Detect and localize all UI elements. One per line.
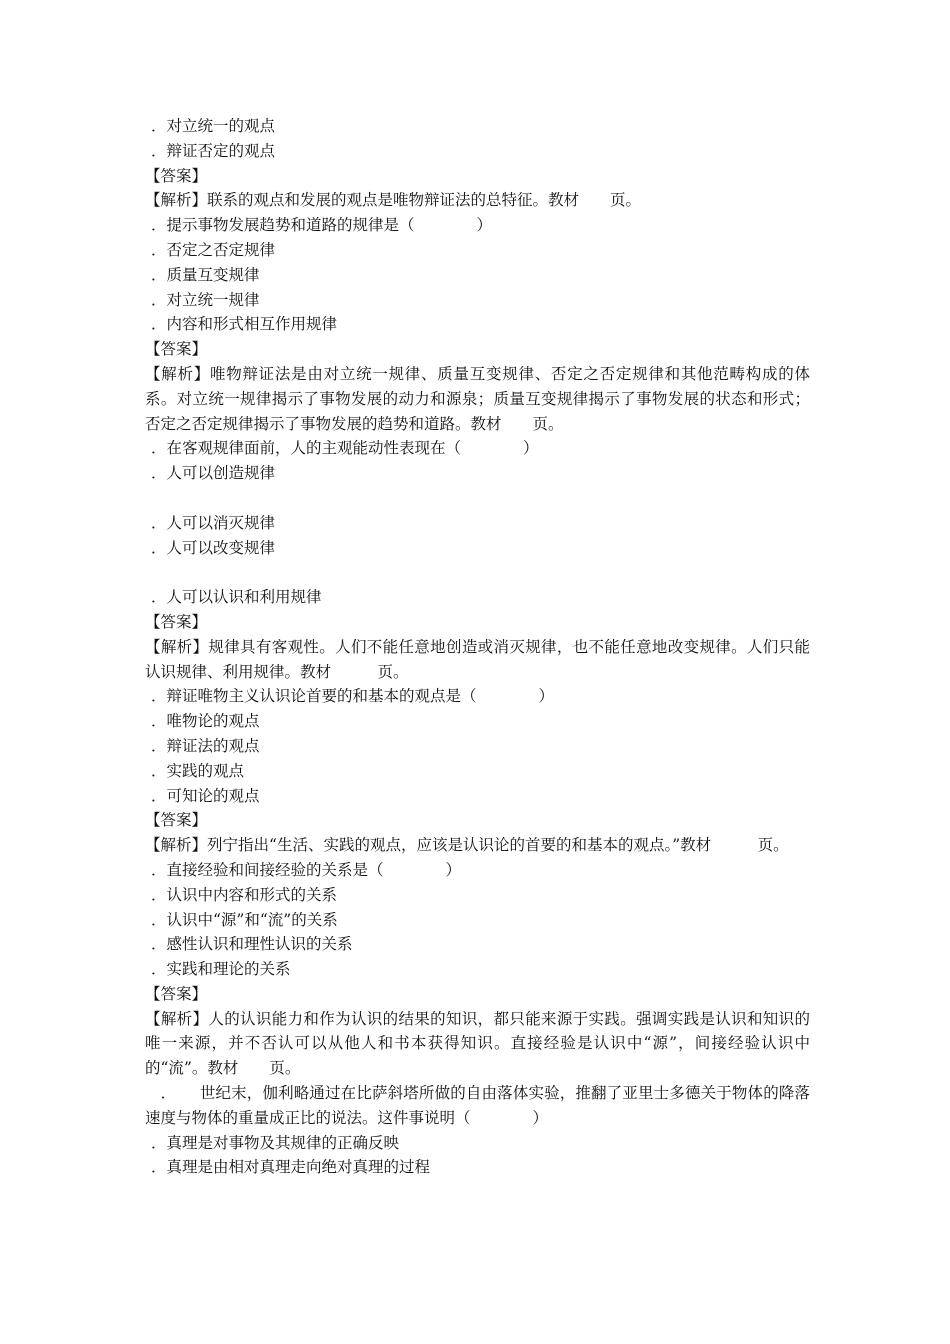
- q3-option-a: ．人可以创造规律: [151, 464, 276, 483]
- q4-option-c: ．实践的观点: [151, 761, 245, 780]
- q4-option-b: ．辩证法的观点: [151, 736, 260, 755]
- q4-analysis: [145, 833, 810, 858]
- q3-option-d: ．人可以认识和利用规律: [151, 588, 322, 607]
- q2-stem: ．提示事物发展趋势和道路的规律是（ ）: [151, 216, 493, 235]
- q6-option-a: ．真理是对事物及其规律的正确反映: [151, 1133, 400, 1152]
- q6-stem: ． 世纪末，伽利略通过在比萨斜塔所做的自由落体实验，推翻了亚里士多德关于物体的降落速度与物体的重量成正比的说法。这件事说明（ ）: [145, 1084, 810, 1127]
- document-page: [145, 114, 810, 1180]
- q4-stem: ．辩证唯物主义认识论首要的和基本的观点是（ ）: [151, 687, 555, 706]
- q3-option-b: ．人可以消灭规律: [151, 513, 276, 532]
- q3-stem: ．在客观规律面前，人的主观能动性表现在（ ）: [151, 439, 539, 458]
- q5-analysis-text: 人的认识能力和作为认识的结果的知识，都只能来源于实践。强调实践是认识和知识的唯一来源，并不否认可以从他人和书本获得知识。直接经验是认识中“源”，间接经验认识中的“流”。教材 页。: [145, 1009, 810, 1078]
- q1-analysis-label: 【解析】: [145, 191, 208, 210]
- q2-analysis: [145, 362, 810, 436]
- q2-option-d: ．内容和形式相互作用规律: [151, 315, 338, 334]
- q1-option-c: ．对立统一的观点: [151, 117, 276, 135]
- q3-answer-label: 【答案】: [145, 612, 208, 631]
- q3-option-c: ．人可以改变规律: [151, 538, 276, 557]
- q5-option-c: ．感性认识和理性认识的关系: [151, 935, 353, 954]
- q6-option-b: ．真理是由相对真理走向绝对真理的过程: [151, 1158, 431, 1177]
- q2-answer-label: 【答案】: [145, 340, 208, 359]
- q2-analysis-label: 【解析】: [145, 364, 210, 383]
- q4-analysis-label: 【解析】: [145, 836, 208, 855]
- q2-option-c: ．对立统一规律: [151, 290, 260, 309]
- q4-analysis-text: 列宁指出“生活、实践的观点，应该是认识论的首要的和基本的观点。”教材 页。: [207, 836, 789, 855]
- q4-option-d: ．可知论的观点: [151, 786, 260, 805]
- q4-option-a: ．唯物论的观点: [151, 712, 260, 731]
- q5-answer-label: 【答案】: [145, 984, 208, 1003]
- spacer: [145, 560, 810, 585]
- q2-analysis-text: 唯物辩证法是由对立统一规律、质量互变规律、否定之否定规律和其他范畴构成的体系。对立统一规律揭示了事物发展的动力和源泉；质量互变规律揭示了事物发展的状态和形式；否定之否定规律揭示了事物发展的趋势和道路。教材 页。: [145, 364, 810, 433]
- q1-analysis: [145, 188, 810, 213]
- q2-option-a: ．否定之否定规律: [151, 240, 276, 259]
- q3-analysis: [145, 635, 810, 685]
- q5-analysis: [145, 1007, 810, 1081]
- q3-analysis-text: 规律具有客观性。人们不能任意地创造或消灭规律，也不能任意地改变规律。人们只能认识规律、利用规律。教材 页。: [145, 637, 810, 681]
- q3-analysis-label: 【解析】: [145, 637, 209, 656]
- q2-option-b: ．质量互变规律: [151, 265, 260, 284]
- q5-option-a: ．认识中内容和形式的关系: [151, 885, 338, 904]
- q5-option-d: ．实践和理论的关系: [151, 960, 291, 979]
- q5-option-b: ．认识中“源”和“流”的关系: [151, 910, 338, 929]
- q1-answer-label: 【答案】: [145, 166, 208, 185]
- spacer: [145, 486, 810, 511]
- q5-analysis-label: 【解析】: [145, 1009, 209, 1028]
- q4-answer-label: 【答案】: [145, 811, 208, 830]
- q1-analysis-text: 联系的观点和发展的观点是唯物辩证法的总特征。教材 页。: [207, 191, 642, 210]
- q1-option-d: ．辩证否定的观点: [151, 141, 276, 160]
- q5-stem: ．直接经验和间接经验的关系是（ ）: [151, 860, 462, 879]
